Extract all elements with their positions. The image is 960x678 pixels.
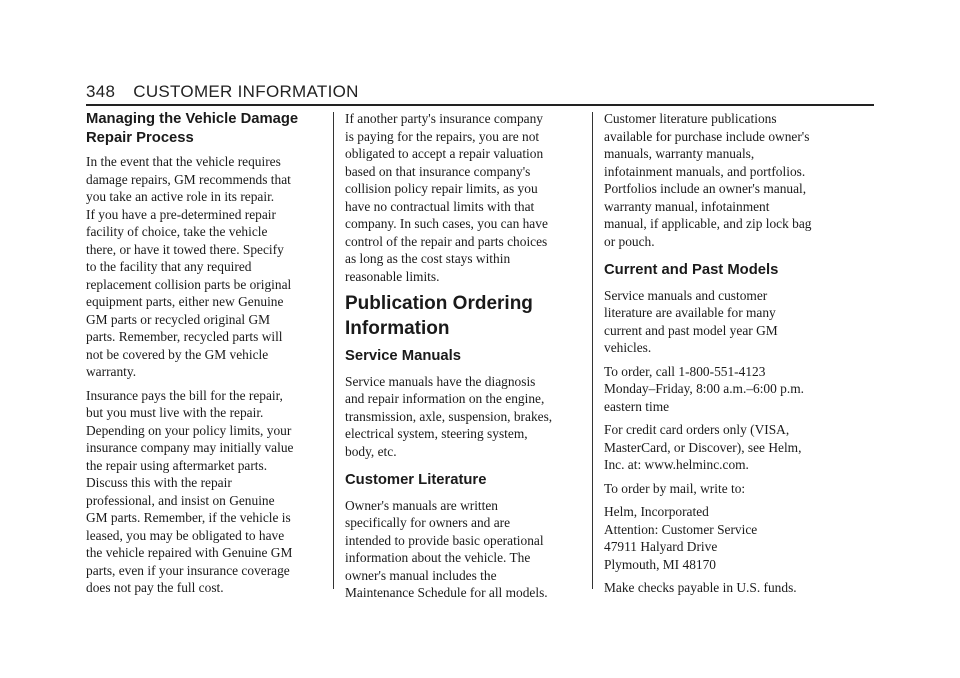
customer-literature-heading: Customer Literature [345,472,487,488]
damage-repair-heading: Managing the Vehicle Damage Repair Process [86,111,299,146]
column-divider [592,112,593,589]
service-manuals-text: Service manuals have the diagnosis and repair information on the engine, transmission, axle, suspension, brakes, electrical system, steering system, body, etc. [345,373,553,459]
payment-note: Make checks payable in U.S. funds. [604,580,797,595]
header-rule [86,104,874,106]
section-title: CUSTOMER INFORMATION [133,82,359,101]
damage-repair-paragraph: In the event that the vehicle requires damage repairs, GM recommends that you take an active role in its repair. If you have a pre-determined repair facility of choice, take the vehicle there, or have it towed there. Specify to the facility that any required replacement collision parts be original equipment parts, either new Genuine GM parts or recycled original GM parts. Remember, recycled parts will not be covered by the GM vehicle warranty. [86,154,292,379]
service-manuals-heading: Service Manuals [345,348,461,364]
page-number: 348 [86,82,116,101]
column-middle [345,110,581,608]
order-phone-text: To order, call 1-800-551-4123 Monday–Friday, 8:00 a.m.–6:00 p.m. eastern time [604,363,804,414]
current-past-models-text: Service manuals and customer literature are available for many current and past model year GM vehicles. [604,287,778,355]
credit-card-text: For credit card orders only (VISA, MasterCard, or Discover), see Helm, Inc. at: www.helminc.com. [604,422,802,472]
column-left [86,110,322,603]
mailing-address: Helm, Incorporated Attention: Customer Service 47911 Halyard Drive Plymouth, MI 48170 [604,504,758,572]
current-past-models-heading: Current and Past Models [604,262,779,278]
column-divider [333,112,334,589]
publication-ordering-heading: Publication Ordering Information [345,293,533,339]
insurance-paragraph: Insurance pays the bill for the repair, but you must live with the repair. Depending on your policy limits, your insurance company may initially value the repair using aftermarket parts. Discuss this with the repair professional, and insist on Genuine GM parts. Remember, if the vehicle is leased, you may be obligated to have the vehicle repaired with Genuine GM parts, even if your insurance coverage does not pay the full cost. [86,387,294,595]
mail-order-intro: To order by mail, write to: [604,480,746,496]
customer-literature-text: Owner's manuals are written specifically for owners and are intended to provide basic operational information about the vehicle. The owner's manual includes the Maintenance Schedule for all models. [345,497,548,600]
literature-publications-text: Customer literature publications available for purchase include owner's manuals, warranty manuals, infotainment manuals, and portfolios. Portfolios include an owner's manual, warranty manual, infotainment manual, if applicable, and zip lock bag or pouch. [604,111,812,249]
other-party-paragraph: If another party's insurance company is paying for the repairs, you are not obligated to accept a repair valuation based on that insurance company's collision policy repair limits, as you have no contractual limits with that company. In such cases, you can have control of the repair and parts choices as long as the cost stays within reasonable limits. [345,111,548,284]
column-right [604,110,840,603]
page-header [86,82,359,102]
